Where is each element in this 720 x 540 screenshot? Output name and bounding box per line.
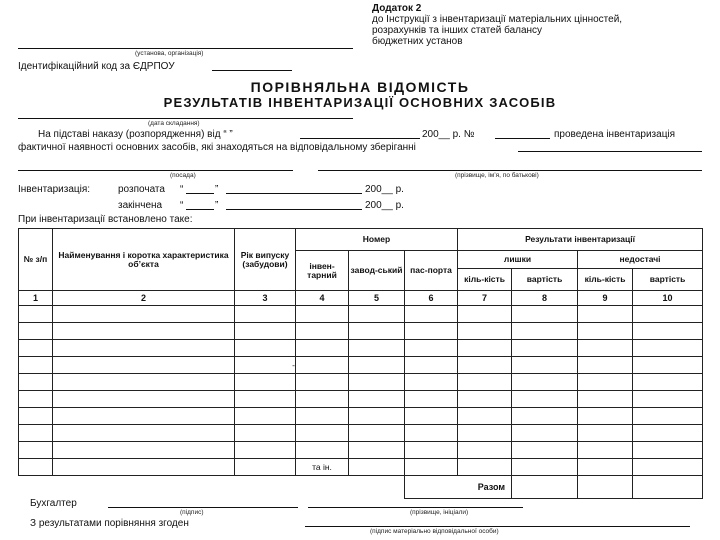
fullname-caption: (прізвище, ім’я, по батькові) <box>455 172 539 179</box>
header-no: № з/п <box>19 229 53 291</box>
fullname-line[interactable] <box>318 170 702 171</box>
accountant-signature-field[interactable] <box>108 507 298 508</box>
position-caption: (посада) <box>170 172 196 179</box>
col-number-7: 7 <box>458 291 512 306</box>
header-shortage-qty: кіль-кість <box>578 269 633 291</box>
date-line[interactable] <box>18 118 353 119</box>
custodian-field-1[interactable] <box>518 151 702 152</box>
accountant-label: Бухгалтер <box>30 498 77 509</box>
document-subtitle: РЕЗУЛЬТАТІВ ІНВЕНТАРИЗАЦІЇ ОСНОВНИХ ЗАСОБІВ <box>163 95 557 110</box>
inventory-table <box>18 228 703 499</box>
started-day-field[interactable] <box>186 193 214 194</box>
header-year: Рік випуску (забудови) <box>235 229 296 291</box>
finished-quote-open: “ <box>180 200 184 211</box>
total-row <box>19 476 703 499</box>
org-line[interactable] <box>18 48 353 49</box>
annex-line-2: розрахунків та інших статей балансу <box>372 25 543 36</box>
col-number-9: 9 <box>578 291 633 306</box>
col-number-2: 2 <box>53 291 235 306</box>
org-caption: (установа, організація) <box>135 50 204 57</box>
header-passport-no: пас-порта <box>405 251 458 291</box>
started-month-field[interactable] <box>226 193 362 194</box>
name-caption: (прізвище, ініціали) <box>410 509 469 516</box>
edrpou-label: Ідентифікаційний код за ЄДРПОУ <box>18 61 175 72</box>
finished-quote-close: ” <box>215 200 219 211</box>
position-line[interactable] <box>18 170 293 171</box>
agreed-label: З результатами порівняння згоден <box>30 518 189 529</box>
table-row <box>19 408 703 425</box>
annex-note <box>372 3 622 47</box>
header-surplus: лишки <box>458 251 578 269</box>
responsible-signature-field[interactable] <box>305 526 690 527</box>
etc-label: та ін. <box>296 459 349 476</box>
annex-title: Додаток 2 <box>372 3 422 14</box>
started-label: розпочата <box>118 184 165 195</box>
table-row <box>19 442 703 459</box>
header-surplus-value: вартість <box>512 269 578 291</box>
header-inventory-no: інвен-тарний <box>296 251 349 291</box>
annex-line-1: до Інструкції з інвентаризації матеріальних цінностей, <box>372 14 623 25</box>
finished-month-field[interactable] <box>226 209 362 210</box>
header-name: Найменування і коротка характеристика об’єкта <box>53 229 235 291</box>
finished-day-field[interactable] <box>186 209 214 210</box>
accountant-name-field[interactable] <box>308 507 523 508</box>
col-number-1: 1 <box>19 291 53 306</box>
col-number-6: 6 <box>405 291 458 306</box>
order-date-field[interactable] <box>300 138 420 139</box>
total-label: Разом <box>405 476 512 499</box>
table-row <box>19 323 703 340</box>
started-year: 200__ р. <box>365 184 404 195</box>
header-shortage-value: вартість <box>633 269 703 291</box>
inventory-label: Інвентаризація: <box>18 184 91 195</box>
finished-label: закінчена <box>118 200 163 211</box>
basis-text: На підставі наказу (розпорядження) від “ ” <box>38 129 233 140</box>
table-row <box>19 357 703 374</box>
annex-line-3: бюджетних установ <box>372 36 463 47</box>
col-number-8: 8 <box>512 291 578 306</box>
conducted-text: проведена інвентаризація <box>554 129 676 140</box>
order-number-field[interactable] <box>495 138 550 139</box>
header-factory-no: завод-ський <box>349 251 405 291</box>
header-results: Результати інвентаризації <box>458 229 703 251</box>
signature-caption: (підпис) <box>180 509 204 516</box>
col-number-4: 4 <box>296 291 349 306</box>
started-quote-open: “ <box>180 184 184 195</box>
header-number: Номер <box>296 229 458 251</box>
dash-mark: - <box>235 357 296 374</box>
actual-text: фактичної наявності основних засобів, які знаходяться на відповідальному зберіганні <box>18 142 416 153</box>
order-year-number: 200__ р. № <box>422 129 475 140</box>
table-row <box>19 340 703 357</box>
date-caption: (дата складання) <box>148 120 200 127</box>
header-shortage: недостачі <box>578 251 703 269</box>
col-number-10: 10 <box>633 291 703 306</box>
responsible-caption: (підпис матеріально відповідальної особи) <box>370 528 499 535</box>
table-row <box>19 425 703 442</box>
col-number-3: 3 <box>235 291 296 306</box>
table-row <box>19 391 703 408</box>
table-row <box>19 374 703 391</box>
edrpou-field[interactable] <box>212 70 292 71</box>
finished-year: 200__ р. <box>365 200 404 211</box>
started-quote-close: ” <box>215 184 219 195</box>
table-row <box>19 459 703 476</box>
table-row <box>19 306 703 323</box>
col-number-5: 5 <box>349 291 405 306</box>
header-surplus-qty: кіль-кість <box>458 269 512 291</box>
established-text: При інвентаризації встановлено таке: <box>18 214 193 225</box>
document-title: ПОРІВНЯЛЬНА ВІДОМІСТЬ <box>250 79 470 95</box>
